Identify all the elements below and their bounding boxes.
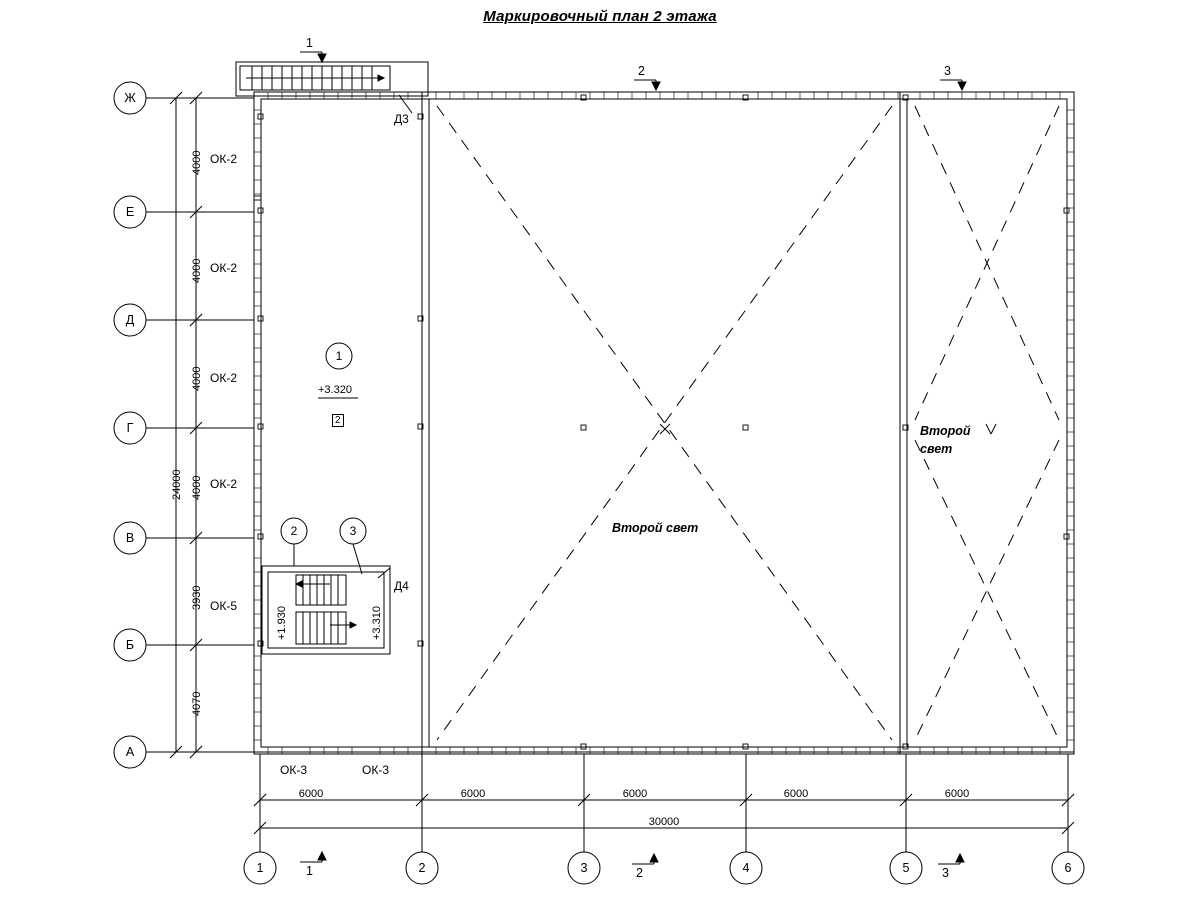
internal-partitions — [422, 92, 907, 754]
axis-label-vertical[interactable]: А — [125, 745, 135, 759]
section-mark-3-bottom — [938, 854, 964, 864]
node-callout-label[interactable]: 3 — [349, 524, 357, 538]
dimension-value-overall-horizontal: 30000 — [648, 816, 680, 828]
dimension-chain-vertical — [170, 92, 210, 758]
axis-label-horizontal[interactable]: 5 — [902, 861, 910, 875]
level-mark: +3.320 — [318, 384, 352, 396]
dimension-value-overall-vertical: 24000 — [171, 469, 183, 500]
dimension-value-vertical: 4000 — [191, 475, 203, 500]
dimension-value-horizontal: 6000 — [783, 788, 809, 800]
wall-hatch-bottom — [268, 747, 1060, 754]
room-label-void-left: Второй свет — [612, 521, 699, 535]
wall-hatch-right — [1067, 110, 1074, 740]
node-callout-label[interactable]: 2 — [290, 524, 298, 538]
section-mark-label[interactable]: 2 — [636, 866, 643, 880]
axis-label-horizontal[interactable]: 3 — [580, 861, 588, 875]
section-mark-2-bottom — [632, 854, 658, 864]
axis-label-vertical[interactable]: Ж — [124, 91, 136, 105]
window-mark: ОК-2 — [210, 152, 237, 166]
window-mark: ОК-2 — [210, 477, 237, 491]
axis-label-horizontal[interactable]: 4 — [742, 861, 750, 875]
dimension-value-vertical: 3930 — [191, 585, 203, 610]
section-mark-3-top — [940, 80, 966, 90]
window-mark: ОК-2 — [210, 371, 237, 385]
entrance-canopy — [236, 62, 428, 113]
section-mark-1-bottom — [300, 852, 326, 862]
room-label-void-right: Второй — [920, 424, 971, 438]
node-callout-label[interactable]: 1 — [335, 349, 343, 363]
room-label-void-right-2: свет — [920, 442, 953, 456]
window-mark: ОК-3 — [362, 763, 389, 777]
axis-label-vertical[interactable]: Б — [125, 638, 135, 652]
door-mark: Д4 — [394, 579, 409, 593]
dimension-value-vertical: 4000 — [191, 258, 203, 283]
section-mark-label[interactable]: 1 — [306, 864, 313, 878]
node-callout-bubbles — [281, 343, 366, 574]
window-openings — [254, 196, 261, 200]
dimension-value-vertical: 4000 — [191, 366, 203, 391]
double-height-void-left — [437, 106, 892, 740]
dimension-value-horizontal: 6000 — [622, 788, 648, 800]
section-mark-label[interactable]: 2 — [638, 64, 645, 78]
window-mark: ОК-2 — [210, 261, 237, 275]
section-mark-label[interactable]: 3 — [942, 866, 949, 880]
axis-label-vertical[interactable]: Д — [125, 313, 135, 327]
dimension-value-horizontal: 6000 — [944, 788, 970, 800]
axis-label-horizontal[interactable]: 2 — [418, 861, 426, 875]
axis-label-horizontal[interactable]: 1 — [256, 861, 264, 875]
dimension-value-vertical: 4000 — [191, 150, 203, 175]
level-mark: +1.930 — [276, 606, 288, 640]
door-mark: Д3 — [394, 112, 409, 126]
floor-type-mark: 2 — [332, 414, 344, 427]
axis-label-vertical[interactable]: Г — [126, 421, 134, 435]
axis-label-vertical[interactable]: В — [125, 531, 135, 545]
section-mark-label[interactable]: 1 — [306, 36, 313, 50]
dimension-value-horizontal: 6000 — [298, 788, 324, 800]
section-mark-2-top — [634, 80, 660, 90]
section-mark-label[interactable]: 3 — [944, 64, 951, 78]
page-title: Маркировочный план 2 этажа — [483, 8, 717, 25]
dimension-value-horizontal: 6000 — [460, 788, 486, 800]
double-height-void-right — [915, 106, 1059, 740]
section-mark-1-top — [300, 52, 326, 62]
window-mark: ОК-3 — [280, 763, 307, 777]
level-mark: +3.310 — [371, 606, 383, 640]
window-mark: ОК-5 — [210, 599, 237, 613]
axis-label-horizontal[interactable]: 6 — [1064, 861, 1072, 875]
wall-hatch-left — [254, 110, 261, 740]
dimension-value-vertical: 4070 — [191, 691, 203, 716]
axis-label-vertical[interactable]: Е — [125, 205, 135, 219]
dimension-chain-horizontal — [254, 794, 1074, 834]
